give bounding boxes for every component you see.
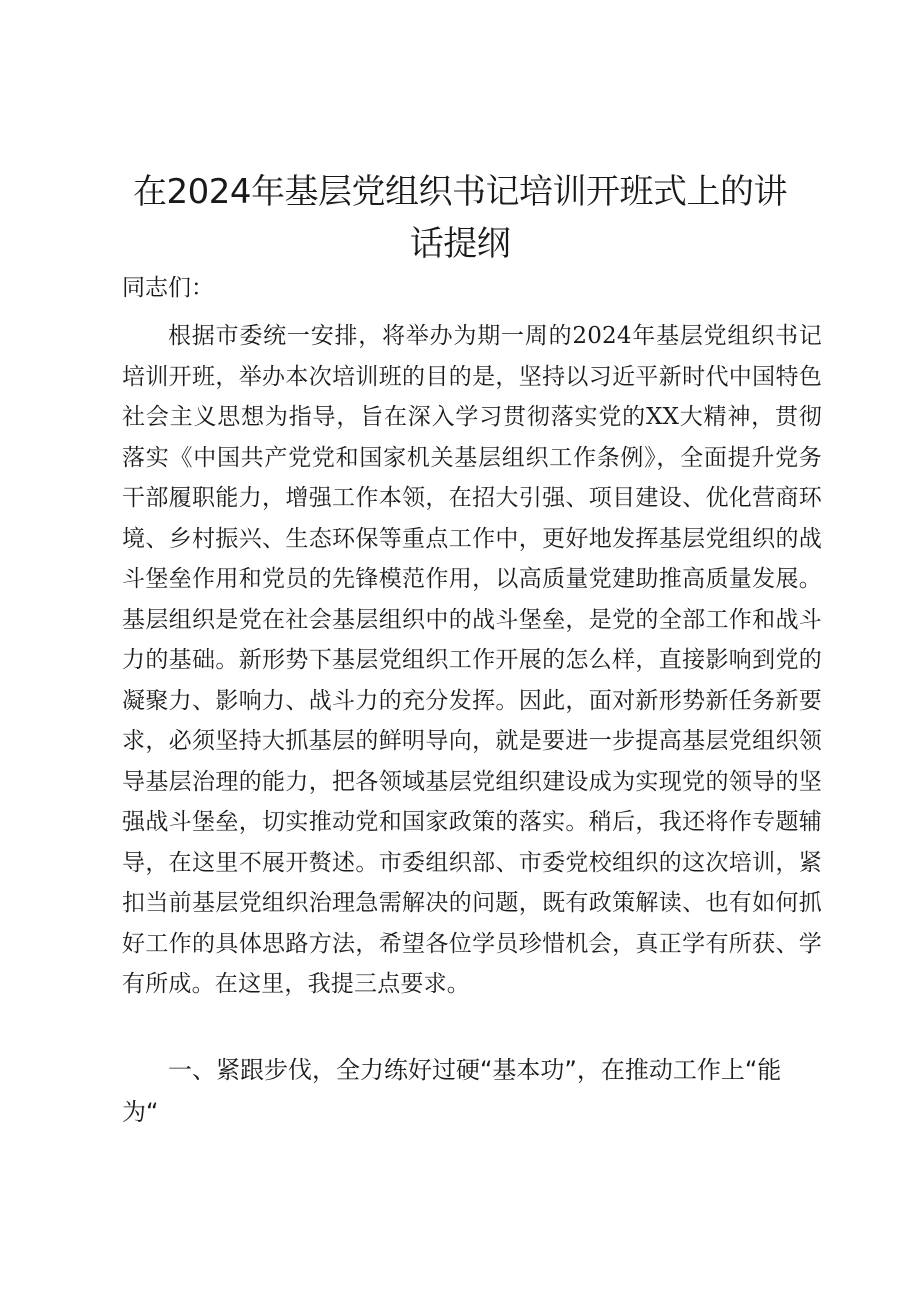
- title-line-1: 在2024年基层党组织书记培训开班式上的讲: [132, 172, 788, 212]
- section-heading-1: 一、紧跟步伐，全力练好过硬“基本功”，在推动工作上“能为“: [122, 1056, 782, 1126]
- document-title: [120, 166, 800, 270]
- salutation: 同志们：: [122, 275, 214, 301]
- title-line-2: 话提纲: [409, 224, 511, 264]
- body-paragraph: 根据市委统一安排，将举办为期一周的2024年基层党组织书记培训开班，举办本次培训班的目的是，坚持以习近平新时代中国特色社会主义思想为指导，旨在深入学习贯彻落实党的XX大精神，贯彻落实《中国共产党党和国家机关基层组织工作条例》，全面提升党务干部履职能力，增强工作本领，在招大引强、项目建设、优化营商环境、乡村振兴、生态环保等重点工作中，更好地发挥基层党组织的战斗堡垒作用和党员的先锋模范作用，以高质量党建助推高质量发展。基层组织是党在社会基层组织中的战斗堡垒，是党的全部工作和战斗力的基础。新形势下基层党组织工作开展的怎么样，直接影响到党的凝聚力、影响力、战斗力的充分发挥。因此，面对新形势新任务新要求，必须坚持大抓基层的鲜明导向，就是要进一步提高基层党组织领导基层治理的能力，把各领域基层党组织建设成为实现党的领导的坚强战斗堡垒，切实推动党和国家政策的落实。稍后，我还将作专题辅导，在这里不展开赘述。市委组织部、市委党校组织的这次培训，紧扣当前基层党组织治理急需解决的问题，既有政策解读、也有如何抓好工作的具体思路方法，希望各位学员珍惜机会，真正学有所获、学有所成。在这里，我提三点要求。: [122, 323, 822, 997]
